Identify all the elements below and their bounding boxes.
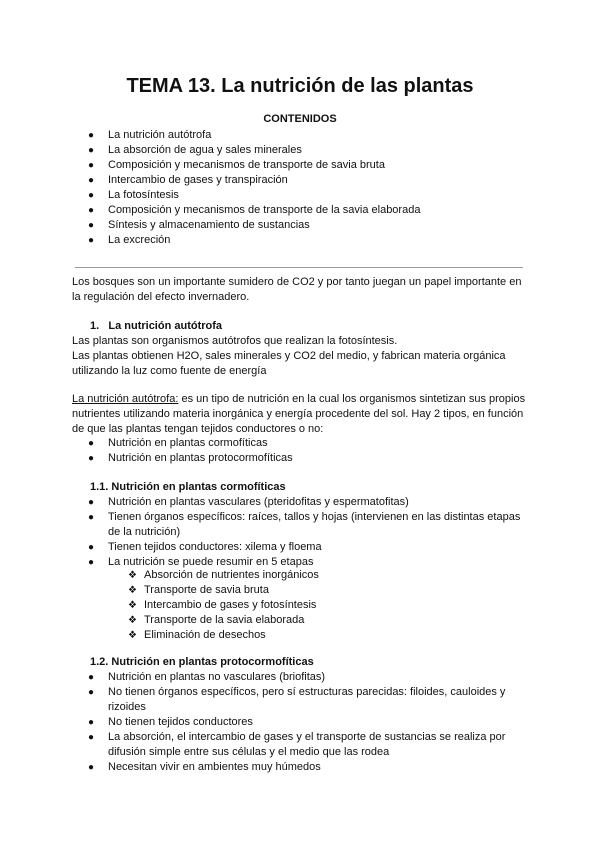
- bullet-icon: ●: [88, 453, 95, 464]
- list-item: ● Nutrición en plantas cormofíticas: [88, 437, 268, 449]
- bullet-icon: ●: [88, 512, 95, 523]
- diamond-bullet-icon: ❖: [128, 615, 137, 626]
- definition-paragraph: La nutrición autótrofa: es un tipo de nutrición en la cual los organismos sintetizan sus propios nutrientes utilizando materia inorgánica y energía procedente del sol. Hay 2 tipos, en función de que las plantas tengan tejidos conductores o no:: [72, 393, 526, 435]
- list-item: ● La absorción, el intercambio de gases y el transporte de sustancias se realiza por difusión simple entre sus células y el medio que las rodea: [88, 731, 506, 758]
- bullet-icon: ●: [88, 438, 95, 449]
- list-item: ● La absorción de agua y sales minerales: [88, 144, 302, 156]
- section-1-line-1: Las plantas son organismos autótrofos que realizan la fotosíntesis.: [72, 335, 398, 347]
- list-item: ❖ Transporte de savia bruta: [128, 584, 269, 596]
- bullet-icon: ●: [88, 687, 95, 698]
- list-item: ● Intercambio de gases y transpiración: [88, 174, 288, 186]
- stages-list: [128, 568, 319, 643]
- section-1-1-list: [88, 495, 528, 570]
- section-1-1-heading: 1.1. Nutrición en plantas cormofíticas: [90, 481, 286, 493]
- list-item: ● Composición y mecanismos de transporte de savia bruta: [88, 159, 385, 171]
- section-1-2-list: [88, 670, 528, 775]
- list-item: ❖ Eliminación de desechos: [128, 629, 266, 641]
- intro-paragraph: Los bosques son un importante sumidero de CO2 y por tanto juegan un papel importante en la regulación del efecto invernadero.: [72, 276, 522, 303]
- list-item: ● Necesitan vivir en ambientes muy húmedos: [88, 761, 321, 773]
- list-item: ● Nutrición en plantas protocormofíticas: [88, 452, 293, 464]
- section-1-line-2: Las plantas obtienen H2O, sales minerales y CO2 del medio, y fabrican materia orgánica utilizando la luz como fuente de energía: [72, 350, 506, 377]
- list-item: ● No tienen tejidos conductores: [88, 716, 253, 728]
- diamond-bullet-icon: ❖: [128, 600, 137, 611]
- bullet-icon: ●: [88, 717, 95, 728]
- list-item: ● Tienen tejidos conductores: xilema y floema: [88, 541, 322, 553]
- nutrition-types-list: [88, 436, 528, 466]
- list-item: ● La nutrición se puede resumir en 5 etapas: [88, 556, 314, 568]
- list-item: ● Nutrición en plantas no vasculares (briofitas): [88, 671, 326, 683]
- page-title: TEMA 13. La nutrición de las plantas: [126, 75, 474, 97]
- list-item: ❖ Intercambio de gases y fotosíntesis: [128, 599, 317, 611]
- list-item: ❖ Absorción de nutrientes inorgánicos: [128, 569, 319, 581]
- bullet-icon: ●: [88, 175, 95, 186]
- bullet-icon: ●: [88, 497, 95, 508]
- list-item: ● La excreción: [88, 234, 171, 246]
- bullet-icon: ●: [88, 190, 95, 201]
- bullet-icon: ●: [88, 732, 95, 743]
- list-item: ● Nutrición en plantas vasculares (pteridofitas y espermatofitas): [88, 496, 409, 508]
- contents-list: [88, 128, 420, 248]
- bullet-icon: ●: [88, 672, 95, 683]
- bullet-icon: ●: [88, 762, 95, 773]
- bullet-icon: ●: [88, 235, 95, 246]
- bullet-icon: ●: [88, 557, 95, 568]
- horizontal-divider: [75, 267, 523, 268]
- list-item: ● Síntesis y almacenamiento de sustancias: [88, 219, 310, 231]
- section-1-2-heading: 1.2. Nutrición en plantas protocormofíticas: [90, 656, 314, 668]
- bullet-icon: ●: [88, 160, 95, 171]
- list-item: ● La nutrición autótrofa: [88, 129, 212, 141]
- diamond-bullet-icon: ❖: [128, 570, 137, 581]
- bullet-icon: ●: [88, 145, 95, 156]
- list-item: ● Tienen órganos específicos: raíces, tallos y hojas (intervienen en las distintas etapas de la nutrición): [88, 511, 521, 538]
- list-item: ❖ Transporte de la savia elaborada: [128, 614, 305, 626]
- bullet-icon: ●: [88, 220, 95, 231]
- diamond-bullet-icon: ❖: [128, 630, 137, 641]
- contents-heading: CONTENIDOS: [263, 113, 337, 125]
- bullet-icon: ●: [88, 542, 95, 553]
- section-1-heading: 1. La nutrición autótrofa: [90, 320, 223, 332]
- list-item: ● No tienen órganos específicos, pero sí estructuras parecidas: filoides, cauloides y rizoides: [88, 686, 506, 713]
- bullet-icon: ●: [88, 205, 95, 216]
- diamond-bullet-icon: ❖: [128, 585, 137, 596]
- definition-term: La nutrición autótrofa:: [72, 393, 179, 405]
- bullet-icon: ●: [88, 130, 95, 141]
- list-item: ● La fotosíntesis: [88, 189, 179, 201]
- list-item: ● Composición y mecanismos de transporte de la savia elaborada: [88, 204, 421, 216]
